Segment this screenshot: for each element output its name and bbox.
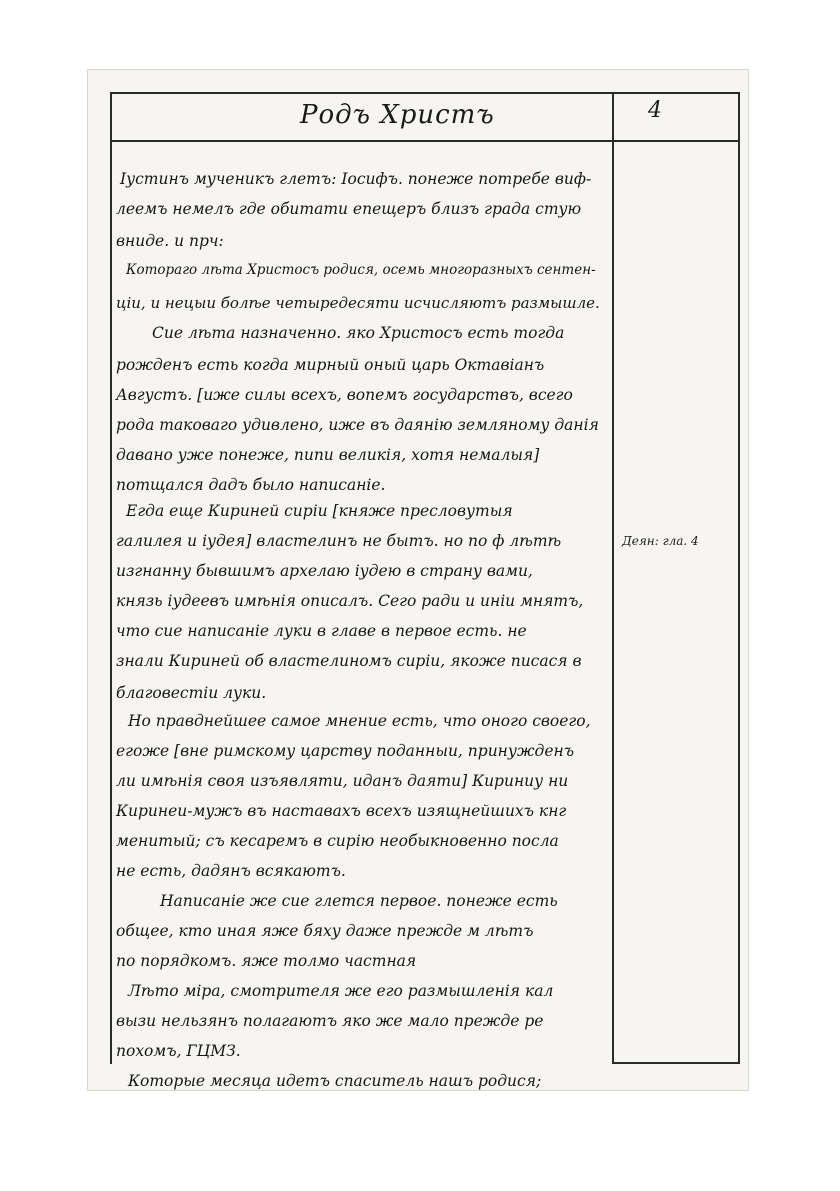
text-line: егоже [вне римскому царству поданныи, принужденъ <box>116 742 575 760</box>
text-line: не есть, дадянъ всякаютъ. <box>116 862 346 880</box>
text-line: благовестіи луки. <box>116 684 267 702</box>
text-line: вызи нельзянъ полагаютъ яко же мало прежде ре <box>116 1012 544 1030</box>
text-line: знали Кириней об властелиномъ сиріи, якоже писася в <box>116 652 582 670</box>
right-margin-rule <box>738 92 740 1064</box>
text-line: рода таковаго удивлено, иже въ даянію земляному данія <box>116 416 599 434</box>
text-line: Киринеи-мужъ въ наставахъ всехъ изящнейшихъ кнг <box>116 802 567 820</box>
header-bottom-rule <box>110 140 738 142</box>
left-margin-rule <box>110 92 112 1064</box>
text-line: вниде. и прч: <box>116 232 224 250</box>
text-line: Которые месяца идетъ спаситель нашъ родися; <box>128 1072 542 1090</box>
text-line: Егда еще Кириней сиріи [княже пресловутыя <box>126 502 513 520</box>
text-line: Но правднейшее самое мнение есть, что оного своего, <box>128 712 591 730</box>
header-top-rule <box>110 92 738 94</box>
text-line: леемъ немелъ где обитати епещеръ близъ града стую <box>116 200 582 218</box>
text-line: похомъ, ГЦМЗ. <box>116 1042 241 1060</box>
page-title: Родъ Христъ <box>300 100 495 130</box>
margin-note: Деян: гла. 4 <box>622 534 699 548</box>
text-line: общее, кто иная яже бяху даже прежде м лѣтъ <box>116 922 534 940</box>
text-line: ли имѣнія своя изъявляти, иданъ даяти] Кириниу ни <box>116 772 569 790</box>
text-line: рожденъ есть когда мирный оный царь Октавіанъ <box>116 356 545 374</box>
text-line: галилея и іудея] властелинъ не бытъ. но по ф лѣтѣ <box>116 532 562 550</box>
page-number: 4 <box>648 98 662 123</box>
text-line: давано уже понеже, пипи великія, хотя немалыя] <box>116 446 540 464</box>
text-line: Лѣто міра, смотрителя же его размышленія кал <box>128 982 554 1000</box>
text-line: менитый; съ кесаремъ в сирію необыкновенно посла <box>116 832 559 850</box>
text-line: что сие написаніе луки в главе в первое есть. не <box>116 622 527 640</box>
text-line: князь іудеевъ имѣнія описалъ. Сего ради и иніи мнятъ, <box>116 592 584 610</box>
text-line: Сие лѣта назначенно. яко Христосъ есть тогда <box>152 324 565 342</box>
text-line: по порядкомъ. яже толмо частная <box>116 952 417 970</box>
text-line: Августъ. [иже силы всехъ, вопемъ государствъ, всего <box>116 386 573 404</box>
text-line: Іустинъ мученикъ глетъ: Іосифъ. понеже потребе виф- <box>120 170 592 188</box>
text-line: изгнанну бывшимъ архелаю іудею в страну вами, <box>116 562 533 580</box>
text-line: Котораго лѣта Христосъ родися, осемь многоразныхъ сентен- <box>126 262 596 278</box>
text-line: Написаніе же сие глется первое. понеже есть <box>160 892 558 910</box>
margin-bottom-rule <box>612 1062 740 1064</box>
text-line: потщался дадъ было написаніе. <box>116 476 386 494</box>
text-line: ціи, и нецыи болѣе четыредесяти исчисляютъ размышле. <box>116 294 600 312</box>
side-margin-rule <box>612 92 614 1064</box>
